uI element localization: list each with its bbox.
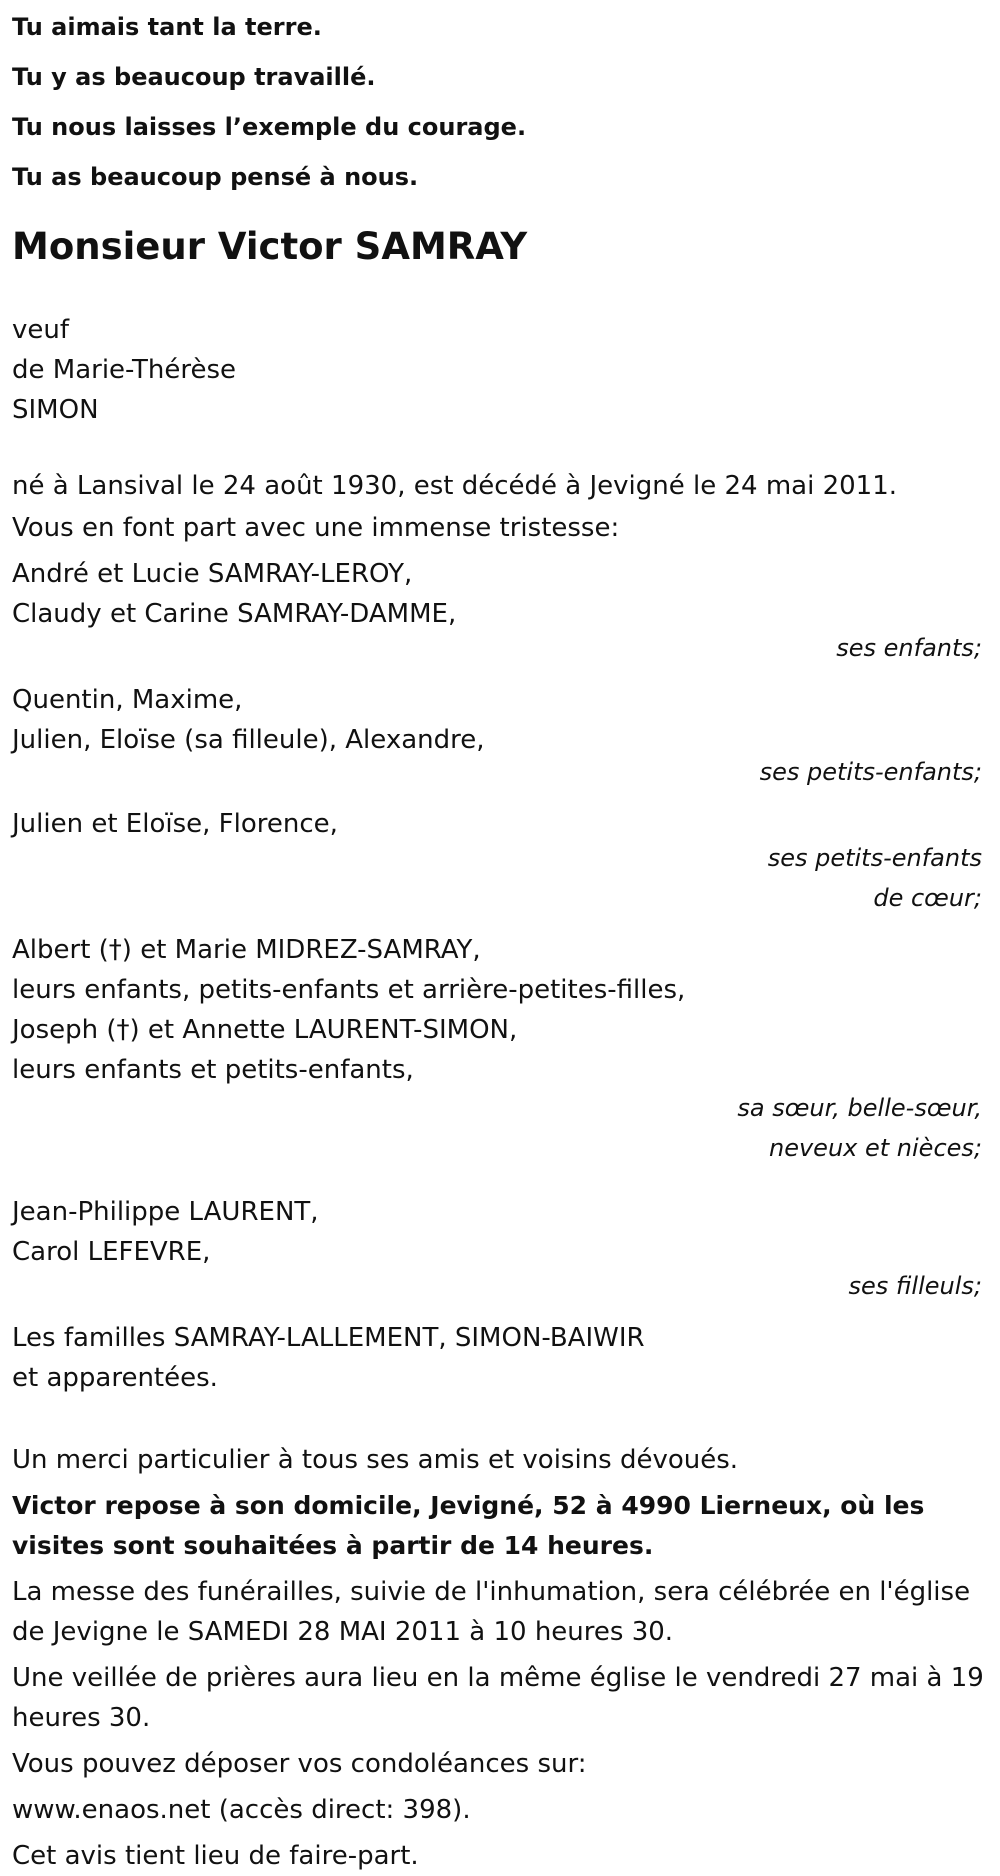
closing-line: Cet avis tient lieu de faire-part. <box>12 1841 419 1871</box>
family-godchildren <box>12 1192 988 1306</box>
family-line: et apparentées. <box>12 1363 218 1393</box>
condolences-link[interactable]: www.enaos.net (accès direct: 398). <box>12 1795 471 1825</box>
thanks-line: Un merci particulier à tous ses amis et voisins dévoués. <box>12 1445 739 1475</box>
family-line: Julien et Eloïse, Florence, <box>12 809 338 839</box>
family-line: Quentin, Maxime, <box>12 685 243 715</box>
family-line: Jean-Philippe LAURENT, <box>12 1197 319 1227</box>
family-line: Julien, Eloïse (sa filleule), Alexandre, <box>12 725 485 755</box>
widow-line: veuf <box>12 315 70 345</box>
poem-line: Tu y as beaucoup travaillé. <box>12 63 376 91</box>
relation-label: neveux et nièces; <box>769 1134 982 1162</box>
family-line: Claudy et Carine SAMRAY-DAMME, <box>12 599 457 629</box>
poem <box>12 0 988 202</box>
condolences-label: Vous pouvez déposer vos condoléances sur: <box>12 1749 587 1779</box>
relation-label: ses enfants; <box>836 634 982 662</box>
family-children <box>12 554 988 668</box>
family-line: Albert (†) et Marie MIDREZ-SAMRAY, <box>12 935 481 965</box>
family-line: André et Lucie SAMRAY-LEROY, <box>12 559 413 589</box>
relation-label: ses filleuls; <box>848 1272 982 1300</box>
birth-death-line: né à Lansival le 24 août 1930, est décédé à Jevigné le 24 mai 2011. <box>12 471 898 501</box>
deceased-name: Monsieur Victor SAMRAY <box>12 225 528 268</box>
family-line: leurs enfants, petits-enfants et arrière-petites-filles, <box>12 975 686 1005</box>
family-line: Joseph (†) et Annette LAURENT-SIMON, <box>12 1015 518 1045</box>
announcement-line: Vous en font part avec une immense tristesse: <box>12 513 620 543</box>
relation-label: ses petits-enfants <box>767 844 982 872</box>
widow-line: SIMON <box>12 395 99 425</box>
family-line: Carol LEFEVRE, <box>12 1237 211 1267</box>
relation-label: de cœur; <box>873 884 982 912</box>
poem-line: Tu nous laisses l’exemple du courage. <box>12 113 527 141</box>
widow-line: de Marie-Thérèse <box>12 355 237 385</box>
widow-info <box>12 310 988 430</box>
relation-label: sa sœur, belle-sœur, <box>737 1094 982 1122</box>
poem-line: Tu as beaucoup pensé à nous. <box>12 163 419 191</box>
family-line: leurs enfants et petits-enfants, <box>12 1055 414 1085</box>
family-heart-grandchildren <box>12 804 988 918</box>
poem-line: Tu aimais tant la terre. <box>12 13 322 41</box>
family-grandchildren <box>12 680 988 792</box>
relation-label: ses petits-enfants; <box>759 758 982 786</box>
family-siblings <box>12 930 988 1168</box>
vigil-info: Une veillée de prières aura lieu en la même église le vendredi 27 mai à 19 heures 30. <box>12 1663 984 1733</box>
family-line: Les familles SAMRAY-LALLEMENT, SIMON-BAIWIR <box>12 1323 645 1353</box>
visitation-info: Victor repose à son domicile, Jevigné, 52 à 4990 Lierneux, où les visites sont souhaitées à partir de 14 heures. <box>12 1491 925 1560</box>
funeral-mass-info: La messe des funérailles, suivie de l'inhumation, sera célébrée en l'église de Jevigne le SAMEDI 28 MAI 2011 à 10 heures 30. <box>12 1577 971 1647</box>
family-relatives <box>12 1318 988 1398</box>
